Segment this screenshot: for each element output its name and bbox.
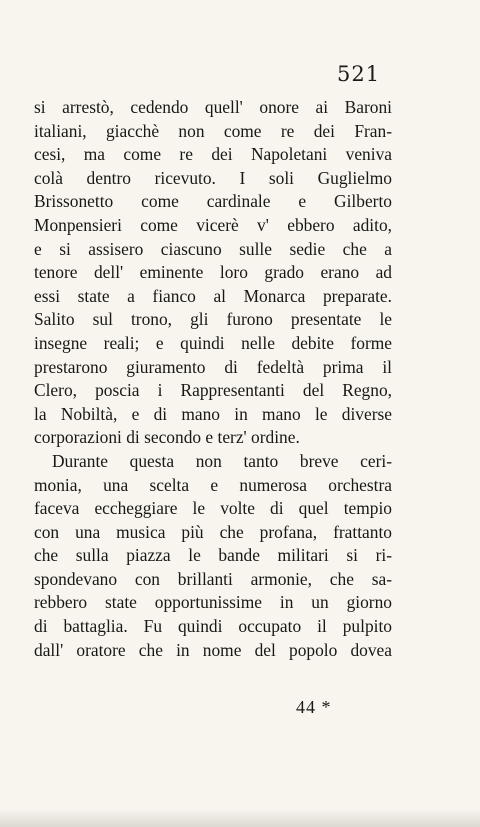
text-line: Brissonetto come cardinale e Gilberto [34,191,392,212]
text-line: Salito sul trono, gli furono presentate le [34,309,392,330]
text-line: italiani, giacchè non come re dei Fran- [34,120,392,141]
text-line: dall' oratore che in nome del popolo dovea [34,639,392,660]
text-line: Monpensieri come vicerè v' ebbero adito, [34,214,392,235]
text-line: tenore dell' eminente loro grado erano ad [34,262,392,283]
text-line: con una musica più che profana, frattanto [34,521,392,542]
text-line: essi state a fianco al Monarca preparate. [34,285,392,306]
page-edge-shadow [0,809,480,827]
text-line: che sulla piazza le bande militari si ri- [34,545,392,566]
text-line: faceva eccheggiare le volte di quel tempio [34,498,392,519]
text-line: monia, una scelta e numerosa orchestra [34,474,392,495]
text-line: di battaglia. Fu quindi occupato il pulpito [34,616,392,637]
text-line: insegne reali; e quindi nelle debite forme [34,332,392,353]
text-line: si arrestò, cedendo quell' onore ai Baroni [34,97,392,117]
text-line: e si assisero ciascuno sulle sedie che a [34,238,392,259]
signature-mark: 44 * [296,697,332,717]
text-line: spondevano con brillanti armonie, che sa- [34,568,392,589]
text-line: la Nobiltà, e di mano in mano le diverse [34,403,392,424]
text-line: corporazioni di secondo e terz' ordine. [34,427,300,448]
text-line: prestarono giuramento di fedeltà prima il [34,356,392,377]
text-line: rebbero state opportunissime in un giorno [34,592,392,613]
text-line: cesi, ma come re dei Napoletani veniva [34,144,392,165]
body-text [34,96,392,662]
text-line: Clero, poscia i Rappresentanti del Regno, [34,380,392,401]
text-line: Durante questa non tanto breve ceri- [52,450,392,471]
page-number: 521 [337,62,381,86]
text-line: colà dentro ricevuto. I soli Guglielmo [34,167,392,188]
